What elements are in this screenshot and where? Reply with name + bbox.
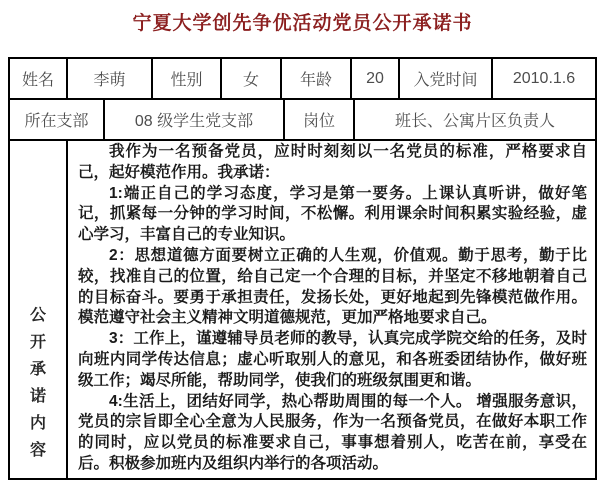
commitment-vertical-label xyxy=(10,141,68,478)
vertical-label-char: 开 xyxy=(29,334,46,351)
join-date-value: 2010.1.6 xyxy=(512,69,576,87)
name-value: 李萌 xyxy=(68,59,153,98)
join-date-label: 入党时间 xyxy=(400,59,493,98)
branch-value: 08 级学生党支部 xyxy=(105,100,285,139)
gender-label: 性别 xyxy=(153,59,222,98)
table-row-personal-info xyxy=(10,59,595,100)
post-value: 班长、公寓片区负责人 xyxy=(394,113,555,130)
table-row-commitment xyxy=(10,141,595,478)
commitment-item-2: 2：思想道德方面要树立正确的人生观，价值观。勤于思考，勤于比较，找准自己的位置，给自己定一个合理的目标，并坚定不移地朝着自己的目标奋斗。要勇于承担责任，发扬长处，更好地起到先锋模范做作用。模范遵守社会主义精神文明道德规范，更加严格地要求自己。 xyxy=(78,246,587,327)
info-table xyxy=(8,57,597,480)
vertical-label-char: 公 xyxy=(29,307,46,324)
vertical-label-char: 容 xyxy=(29,442,46,459)
name-label: 姓名 xyxy=(10,59,68,98)
commitment-intro-paragraph: 我作为一名预备党员，应时时刻刻以一名党员的标准，严格要求自己，起好模范作用。我承诺： xyxy=(78,143,587,181)
age-value: 20 xyxy=(352,59,400,98)
commitment-item-1: 1:端正自己的学习态度，学习是第一要务。上课认真听讲，做好笔记，抓紧每一分钟的学习时间，不松懈。利用课余时间积累实验经验，虚心学习，丰富自己的专业知识。 xyxy=(78,184,587,244)
post-label: 岗位 xyxy=(285,100,355,139)
commitment-content xyxy=(68,141,595,478)
vertical-label-char: 内 xyxy=(29,415,46,432)
branch-label: 所在支部 xyxy=(10,100,105,139)
vertical-label-char: 诺 xyxy=(29,388,46,405)
vertical-label-char: 承 xyxy=(29,361,46,378)
table-row-branch-info xyxy=(10,100,595,141)
age-label: 年龄 xyxy=(282,59,352,98)
document-title: 宁夏大学创先争优活动党员公开承诺书 xyxy=(132,13,473,34)
commitment-item-4: 4:生活上，团结好同学，热心帮助周围的每一个人。 增强服务意识，党员的宗旨即全心全意为人民服务，作为一名预备党员，在做好本职工作的同时，应以党员的标准要求自己，事事想着别人，吃苦在前，享受在后。积极参加班内及组织内举行的各项活动。 xyxy=(78,392,587,472)
commitment-item-3: 3：工作上，谨遵辅导员老师的教导，认真完成学院交给的任务，及时向班内同学传达信息；虚心听取别人的意见，和各班委团结协作，做好班级工作；竭尽所能，帮助同学，使我们的班级氛围更和谐。 xyxy=(78,330,587,389)
gender-value: 女 xyxy=(222,59,282,98)
